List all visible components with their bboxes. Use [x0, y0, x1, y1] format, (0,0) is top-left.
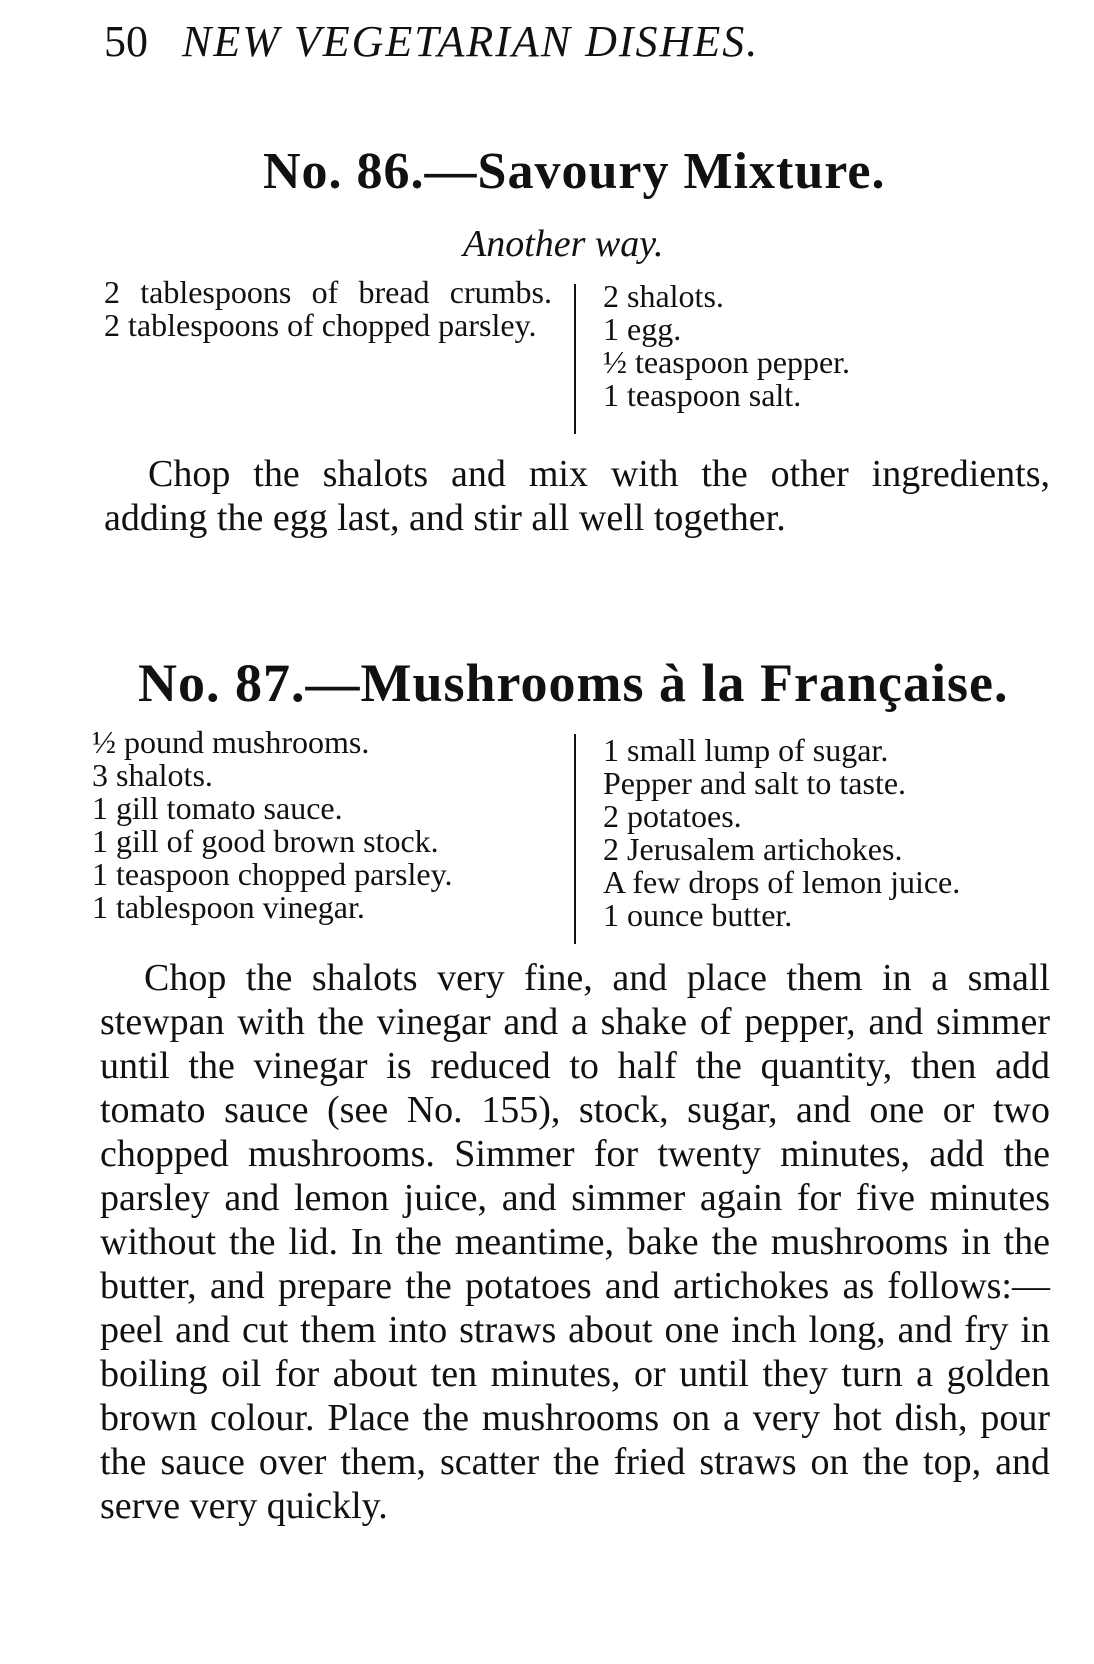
recipe-86-column-divider	[574, 284, 576, 434]
ingredient-item: ½ teaspoon pepper.	[603, 344, 851, 380]
ingredient-item: 2 shalots.	[603, 278, 724, 314]
recipe-87-ingredients-right	[603, 734, 1043, 932]
ingredient-item: 1 ounce butter.	[603, 897, 793, 933]
recipe-86-subtitle: Another way.	[463, 223, 664, 265]
recipe-87-title: No. 87.—Mushrooms à la Française.	[138, 653, 1009, 713]
ingredient-item: 1 gill tomato sauce.	[92, 790, 343, 826]
ingredient-item: Pepper and salt to taste.	[603, 765, 907, 801]
ingredient-item: 2 Jerusalem artichokes.	[603, 831, 903, 867]
ingredient-item: 1 small lump of sugar.	[603, 732, 889, 768]
ingredient-item: 1 gill of good brown stock.	[92, 823, 439, 859]
ingredient-item: 1 tablespoon vinegar.	[92, 889, 365, 925]
recipe-86-ingredients-right	[603, 280, 923, 412]
ingredient-item: 1 teaspoon salt.	[603, 377, 802, 413]
book-title: NEW VEGETARIAN DISHES.	[182, 17, 760, 66]
ingredient-item: 3 shalots.	[92, 757, 213, 793]
page-number: 50	[104, 17, 148, 66]
recipe-86-ingredients-left	[104, 276, 552, 342]
ingredient-item: A few drops of lemon juice.	[603, 864, 961, 900]
recipe-87-method: Chop the shalots very fine, and place them in a small stewpan with the vinegar and a shake of pepper, and simmer until the vinegar is reduced to half the quantity, then add tomato sauce (see No. 155), stock, sugar, and one or two chopped mushrooms. Simmer for twenty minutes, add the parsley and lemon juice, and simmer again for five minutes without the lid. In the meantime, bake the mushrooms in the butter, and prepare the potatoes and artichokes as follows:—peel and cut them into straws about one inch long, and fry in boiling oil for about ten minutes, or until they turn a golden brown colour. Place the mushrooms on a very hot dish, pour the sauce over them, scatter the fried straws on the top, and serve very quickly.	[100, 957, 1050, 1527]
ingredient-item: 1 teaspoon chopped parsley.	[92, 856, 453, 892]
ingredient-item: 1 egg.	[603, 311, 682, 347]
ingredient-item: ½ pound mushrooms.	[92, 724, 370, 760]
ingredient-item: 2 tablespoons of chopped parsley.	[104, 307, 537, 343]
recipe-87-ingredients-left	[92, 726, 552, 924]
running-head	[104, 14, 759, 70]
recipe-87-column-divider	[574, 734, 576, 944]
recipe-86-title: No. 86.—Savoury Mixture.	[263, 143, 886, 200]
ingredient-item: 2 potatoes.	[603, 798, 742, 834]
ingredient-item: 2 tablespoons of bread crumbs.	[104, 274, 552, 310]
recipe-86-method: Chop the shalots and mix with the other ingredients, adding the egg last, and stir all well together.	[104, 453, 1050, 539]
